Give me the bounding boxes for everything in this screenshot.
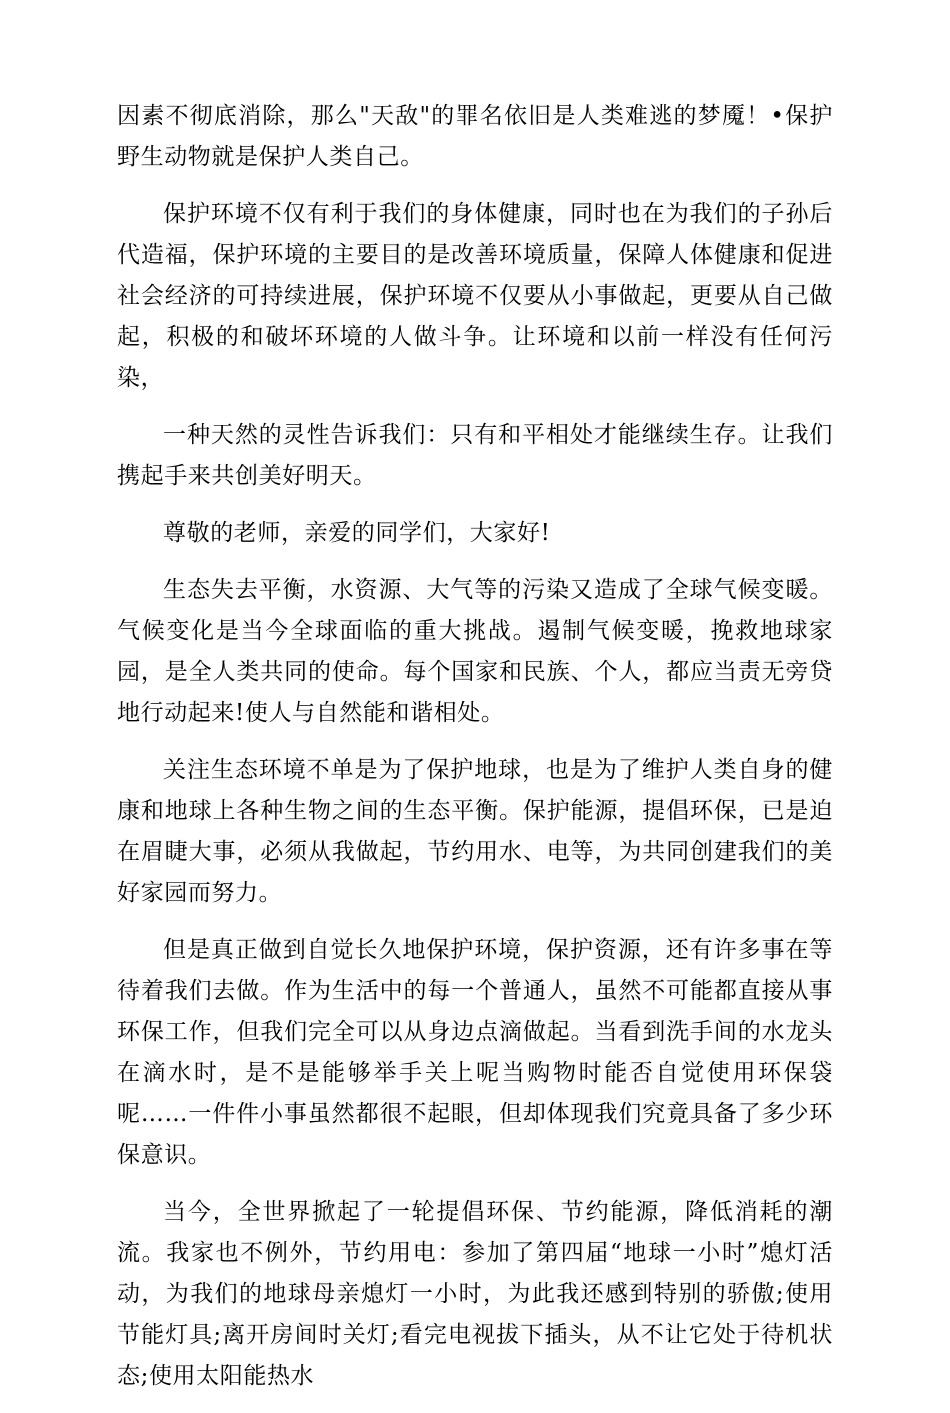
paragraph-2: 保护环境不仅有利于我们的身体健康，同时也在为我们的子孙后代造福，保护环境的主要目的是改善环境质量，保障人体健康和促进社会经济的可持续进展，保护环境不仅要从小事做起，更要从自己做起，积极的和破坏环境的人做斗争。让环境和以前一样没有任何污染， [117,201,833,391]
paragraph-7: 但是真正做到自觉长久地保护环境，保护资源，还有许多事在等待着我们去做。作为生活中的每一个普通人，虽然不可能都直接从事环保工作，但我们完全可以从身边点滴做起。当看到洗手间的水龙头在滴水时，是不是能够举手关上呢当购物时能否自觉使用环保袋呢……一件件小事虽然都很不起眼，但却体现我们究竟具备了多少环保意识。 [117,937,833,1168]
paragraph-4: 尊敬的老师，亲爱的同学们，大家好! [163,520,551,546]
paragraph-5: 生态失去平衡，水资源、大气等的污染又造成了全球气候变暖。气候变化是当今全球面临的重大挑战。遏制气候变暖，挽救地球家园，是全人类共同的使命。每个国家和民族、个人，都应当责无旁贷地行动起来!使人与自然能和谐相处。 [117,577,833,726]
paragraph-3: 一种天然的灵性告诉我们：只有和平相处才能继续生存。让我们携起手来共创美好明天。 [117,422,833,489]
document-page [117,96,833,1413]
paragraph-1: 因素不彻底消除，那么"天敌"的罪名依旧是人类难逃的梦魇！•保护野生动物就是保护人类自己。 [117,103,833,170]
paragraph-6: 关注生态环境不单是为了保护地球，也是为了维护人类自身的健康和地球上各种生物之间的生态平衡。保护能源，提倡环保，已是迫在眉睫大事，必须从我做起，节约用水、电等，为共同创建我们的美好家园而努力。 [117,757,833,906]
paragraph-8: 当今，全世界掀起了一轮提倡环保、节约能源，降低消耗的潮流。我家也不例外，节约用电：参加了第四届“地球一小时”熄灯活动，为我们的地球母亲熄灯一小时，为此我还感到特别的骄傲;使用节能灯具;离开房间时关灯;看完电视拔下插头，从不让它处于待机状态;使用太阳能热水 [117,1199,833,1389]
